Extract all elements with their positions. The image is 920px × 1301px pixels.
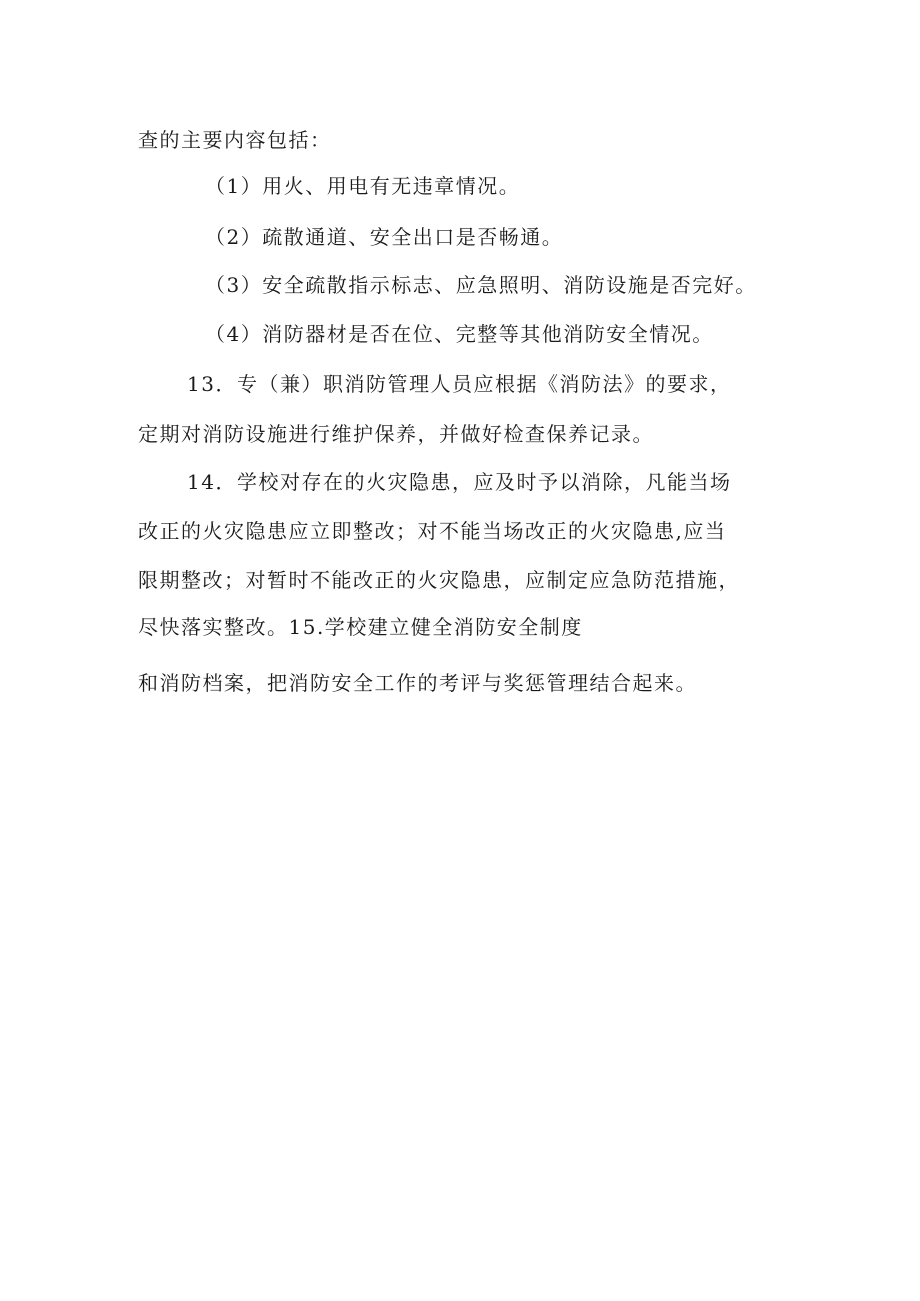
paragraph-13-line-2: 定期对消防设施进行维护保养，并做好检查保养记录。 (138, 422, 654, 446)
list-item-fire-electricity: （1）用火、用电有无违章情况。 (205, 174, 521, 198)
list-item-evacuation-exits: （2）疏散通道、安全出口是否畅通。 (205, 225, 564, 249)
paragraph-14-line-1: 14．学校对存在的火灾隐患，应及时予以消除，凡能当场 (187, 470, 732, 494)
list-item-equipment: （4）消防器材是否在位、完整等其他消防安全情况。 (205, 322, 714, 346)
paragraph-14-line-2: 改正的火灾隐患应立即整改；对不能当场改正的火灾隐患,应当 (138, 519, 727, 543)
list-item-signs-lighting: （3）安全疏散指示标志、应急照明、消防设施是否完好。 (205, 273, 757, 297)
paragraph-14-line-3: 限期整改；对暂时不能改正的火灾隐患，应制定应急防范措施， (138, 568, 740, 592)
text-line-inspection-intro: 查的主要内容包括： (138, 128, 332, 152)
paragraph-15-line-2: 和消防档案，把消防安全工作的考评与奖惩管理结合起来。 (138, 671, 697, 695)
paragraph-13-line-1: 13．专（兼）职消防管理人员应根据《消防法》的要求， (187, 372, 732, 396)
paragraph-14-line-4: 尽快落实整改。15.学校建立健全消防安全制度 (138, 615, 583, 639)
